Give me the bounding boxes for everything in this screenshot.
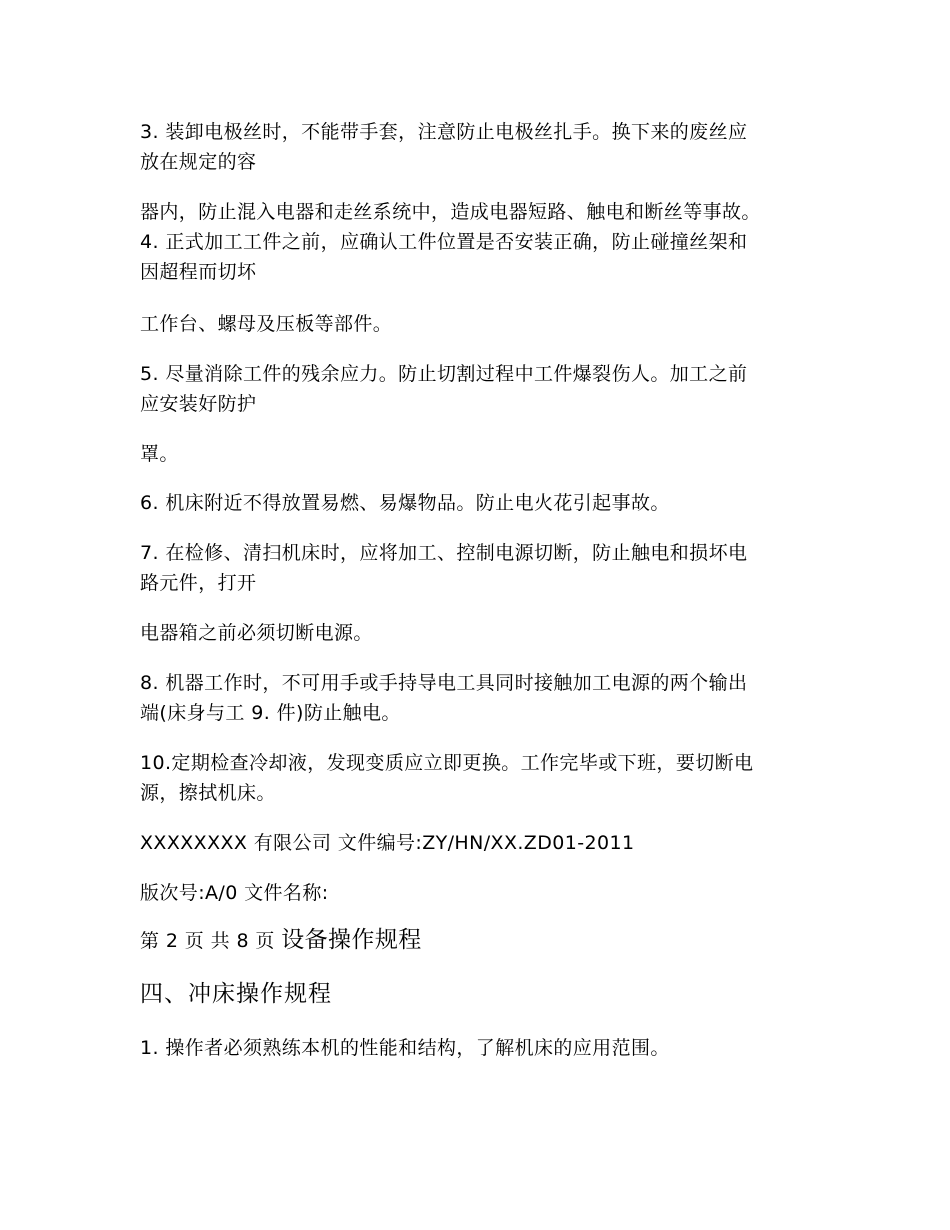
section-4-item-1: 1. 操作者必须熟练本机的性能和结构，了解机床的应用范围。 bbox=[140, 1037, 670, 1059]
item-4-line-3: 工作台、螺母及压板等部件。 bbox=[140, 313, 393, 335]
document-title: 设备操作规程 bbox=[281, 927, 422, 953]
item-10-line-1: 10.定期检查冷却液，发现变质应立即更换。工作完毕或下班，要切断电 bbox=[140, 752, 754, 774]
item-8-line-1: 8. 机器工作时，不可用手或手持导电工具同时接触加工电源的两个输出 bbox=[140, 672, 748, 694]
item-8-line-2: 端(床身与工 9. 件)防止触电。 bbox=[140, 702, 401, 724]
item-3-line-2: 放在规定的容 bbox=[140, 151, 257, 173]
page-info-line bbox=[140, 926, 820, 955]
company-file-number-line: XXXXXXXX 有限公司 文件编号:ZY/HN/XX.ZD01-2011 bbox=[140, 832, 635, 854]
item-3-line-1: 3. 装卸电极丝时，不能带手套，注意防止电极丝扎手。换下来的废丝应 bbox=[140, 121, 748, 143]
item-4-line-1: 4. 正式加工工件之前，应确认工件位置是否安装正确，防止碰撞丝架和 bbox=[140, 231, 748, 253]
page-number: 第 2 页 共 8 页 bbox=[140, 930, 275, 952]
item-10-line-2: 源，擦拭机床。 bbox=[140, 782, 276, 804]
item-7-line-2: 路元件，打开 bbox=[140, 572, 257, 594]
item-6-line-1: 6. 机床附近不得放置易燃、易爆物品。防止电火花引起事故。 bbox=[140, 492, 670, 514]
item-5-line-2: 应安装好防护 bbox=[140, 393, 257, 415]
version-file-name-line: 版次号:A/0 文件名称: bbox=[140, 882, 329, 904]
item-7-line-1: 7. 在检修、清扫机床时，应将加工、控制电源切断，防止触电和损坏电 bbox=[140, 542, 748, 564]
item-5-line-1: 5. 尽量消除工件的残余应力。防止切割过程中工件爆裂伤人。加工之前 bbox=[140, 363, 748, 385]
item-7-line-3: 电器箱之前必须切断电源。 bbox=[140, 622, 373, 644]
item-5-line-3: 罩。 bbox=[140, 443, 179, 465]
item-4-line-2: 因超程而切坏 bbox=[140, 261, 257, 283]
section-4-heading: 四、冲床操作规程 bbox=[140, 981, 332, 1007]
item-3-line-3: 器内，防止混入电器和走丝系统中，造成电器短路、触电和断丝等事故。 bbox=[140, 201, 761, 223]
